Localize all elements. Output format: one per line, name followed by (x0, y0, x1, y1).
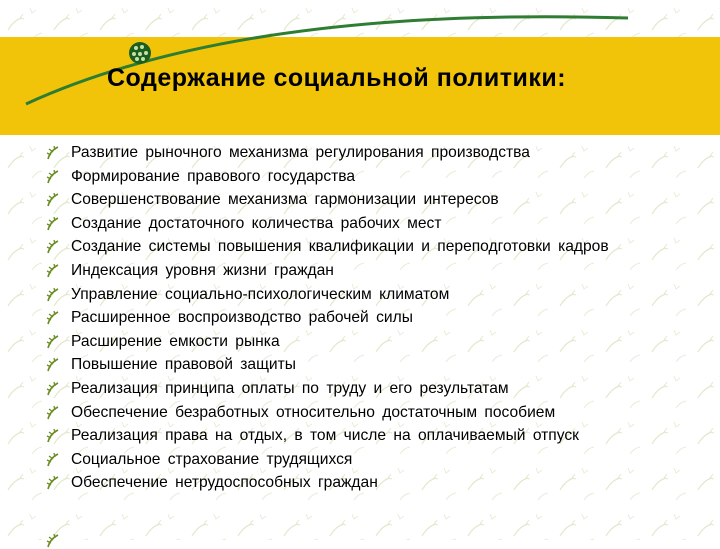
leaf-bullet-icon (45, 287, 61, 303)
list-item-text: Обеспечение безработных относительно достаточным пособием (71, 403, 556, 421)
list-item (45, 283, 715, 307)
list-item-text: Расширенное воспроизводство рабочей силы (71, 309, 413, 327)
leaf-bullet-icon (45, 216, 61, 232)
list-item (45, 401, 715, 425)
policy-list (45, 141, 715, 495)
list-item (45, 424, 715, 448)
leaf-bullet-icon (45, 310, 61, 326)
list-item (45, 212, 715, 236)
slide-title: Содержание социальной политики: (107, 64, 567, 92)
leaf-bullet-icon (45, 452, 61, 468)
leaf-bullet-icon (45, 145, 61, 161)
list-item-text: Создание системы повышения квалификации и переподготовки кадров (71, 238, 609, 256)
list-item (45, 377, 715, 401)
list-item-text: Обеспечение нетрудоспособных граждан (71, 474, 378, 492)
list-item (45, 353, 715, 377)
leaf-bullet-icon (45, 405, 61, 421)
leaf-bullet-icon (45, 263, 61, 279)
list-item-text: Совершенствование механизма гармонизации интересов (71, 191, 499, 209)
list-item-text: Реализация принципа оплаты по труду и его результатам (71, 379, 509, 397)
list-item-text: Формирование правового государства (71, 167, 356, 185)
list-item-text: Управление социально-психологическим климатом (71, 285, 450, 303)
list-item (45, 306, 715, 330)
leaf-bullet-icon (45, 475, 61, 491)
list-item (45, 235, 715, 259)
list-item (45, 259, 715, 283)
leaf-bullet-icon (45, 334, 61, 350)
green-ball-icon (129, 42, 151, 64)
leaf-bullet-icon (45, 428, 61, 444)
list-item (45, 165, 715, 189)
leaf-bullet-icon (45, 381, 61, 397)
list-item (45, 471, 715, 495)
list-item-text: Индексация уровня жизни граждан (71, 261, 334, 279)
list-item (45, 188, 715, 212)
leaf-bullet-icon (45, 533, 61, 549)
list-item (45, 330, 715, 354)
leaf-bullet-icon (45, 192, 61, 208)
list-item-text: Повышение правовой защиты (71, 356, 296, 374)
leaf-bullet-icon (45, 239, 61, 255)
list-item-text: Социальное страхование трудящихся (71, 450, 353, 468)
list-item (45, 448, 715, 472)
list-item-text: Развитие рыночного механизма регулирования производства (71, 144, 530, 161)
leaf-bullet-icon (45, 169, 61, 185)
list-item-text: Расширение емкости рынка (71, 332, 280, 350)
list-item-text: Реализация права на отдых, в том числе на оплачиваемый отпуск (71, 427, 579, 445)
list-item (45, 141, 715, 165)
list-item-text: Создание достаточного количества рабочих мест (71, 214, 442, 232)
leaf-bullet-icon (45, 357, 61, 373)
